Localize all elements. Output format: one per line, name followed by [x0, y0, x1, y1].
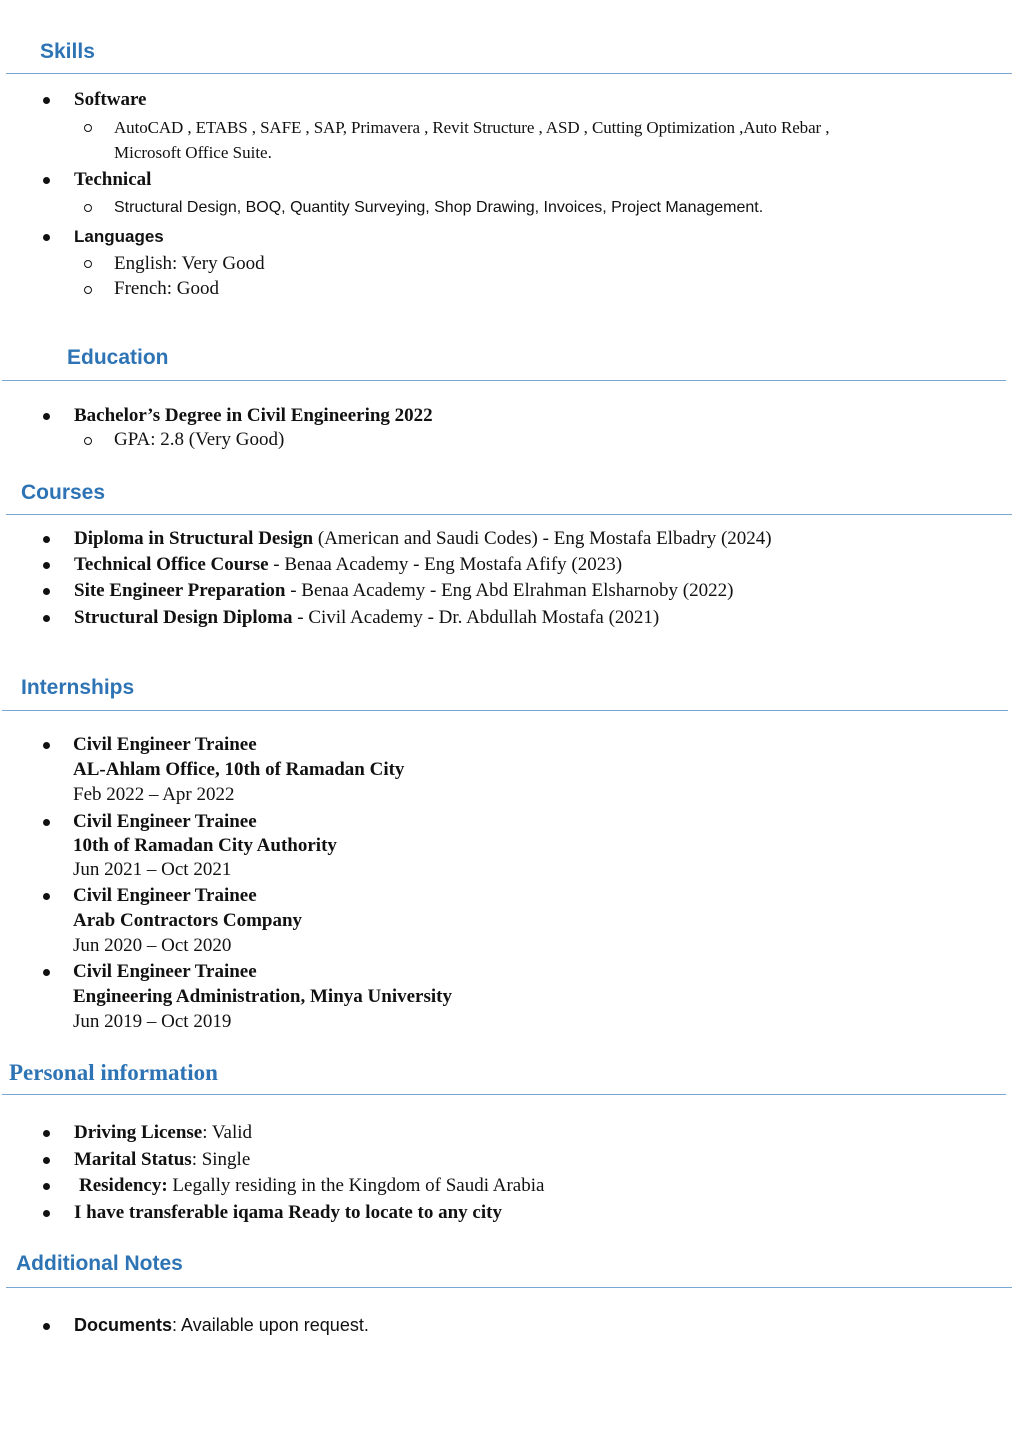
sub-bullet: [84, 124, 92, 132]
bullet: [43, 819, 50, 826]
software-list-cont: Microsoft Office Suite.: [114, 143, 272, 162]
internship-dates: Jun 2019 – Oct 2019: [73, 1011, 232, 1032]
internship-role: Civil Engineer Trainee: [73, 734, 257, 755]
personal-residency: Residency: Legally residing in the Kingdom of Saudi Arabia: [79, 1175, 545, 1196]
course-item: Structural Design Diploma - Civil Academy - Dr. Abdullah Mostafa (2021): [74, 607, 660, 628]
education-rule: [2, 380, 1006, 381]
skills-rule: [6, 73, 1012, 74]
courses-heading: Courses: [21, 481, 106, 504]
technical-label: Technical: [74, 169, 152, 190]
notes-rule: [6, 1287, 1012, 1288]
gpa: GPA: 2.8 (Very Good): [114, 429, 285, 450]
internship-org: Engineering Administration, Minya University: [73, 986, 452, 1007]
course-item: Site Engineer Preparation - Benaa Academy - Eng Abd Elrahman Elsharnoby (2022): [74, 580, 734, 601]
bullet: [43, 893, 50, 900]
internships-heading: Internships: [21, 676, 135, 699]
notes-heading: Additional Notes: [16, 1252, 183, 1275]
bullet: [43, 536, 50, 543]
bullet: [43, 969, 50, 976]
internships-rule: [2, 710, 1008, 711]
bullet: [43, 562, 50, 569]
personal-driving-license: Driving License: Valid: [74, 1122, 253, 1143]
bullet: [43, 1157, 50, 1164]
internship-dates: Feb 2022 – Apr 2022: [73, 784, 235, 805]
internship-org: AL-Ahlam Office, 10th of Ramadan City: [73, 759, 405, 780]
degree: Bachelor’s Degree in Civil Engineering 2022: [74, 405, 433, 426]
bullet: [43, 1130, 50, 1137]
bullet: [43, 588, 50, 595]
course-item: Technical Office Course - Benaa Academy - Eng Mostafa Afify (2023): [74, 554, 623, 575]
personal-heading: Personal information: [9, 1060, 218, 1085]
skills-heading: Skills: [40, 40, 95, 63]
internship-dates: Jun 2020 – Oct 2020: [73, 935, 232, 956]
personal-marital-status: Marital Status: Single: [74, 1149, 251, 1170]
technical-list: Structural Design, BOQ, Quantity Surveying, Shop Drawing, Invoices, Project Management.: [114, 199, 764, 216]
bullet: [43, 742, 50, 749]
course-item: Diploma in Structural Design (American and Saudi Codes) - Eng Mostafa Elbadry (2024): [74, 528, 772, 549]
notes-documents: Documents: Available upon request.: [74, 1315, 369, 1335]
education-heading: Education: [67, 346, 169, 369]
internship-role: Civil Engineer Trainee: [73, 961, 257, 982]
bullet: [43, 413, 50, 420]
language-english: English: Very Good: [114, 253, 265, 274]
sub-bullet: [84, 437, 92, 445]
bullet: [43, 1323, 50, 1330]
bullet: [43, 177, 50, 184]
bullet: [43, 97, 50, 104]
languages-label: Languages: [74, 227, 164, 246]
internship-org: 10th of Ramadan City Authority: [73, 835, 337, 856]
sub-bullet: [84, 260, 92, 268]
personal-rule: [2, 1094, 1006, 1095]
language-french: French: Good: [114, 278, 220, 299]
software-label: Software: [74, 89, 147, 110]
bullet: [43, 1210, 50, 1217]
personal-iqama: I have transferable iqama Ready to locate to any city: [74, 1202, 502, 1223]
courses-rule: [6, 514, 1012, 515]
internship-role: Civil Engineer Trainee: [73, 885, 257, 906]
bullet: [43, 615, 50, 622]
internship-org: Arab Contractors Company: [73, 910, 303, 931]
software-list: AutoCAD , ETABS , SAFE , SAP, Primavera , Revit Structure , ASD , Cutting Optimization ,Auto Rebar ,: [114, 118, 830, 137]
sub-bullet: [84, 204, 92, 212]
internship-role: Civil Engineer Trainee: [73, 811, 257, 832]
bullet: [43, 234, 50, 241]
internship-dates: Jun 2021 – Oct 2021: [73, 859, 232, 880]
sub-bullet: [84, 286, 92, 294]
bullet: [43, 1183, 50, 1190]
